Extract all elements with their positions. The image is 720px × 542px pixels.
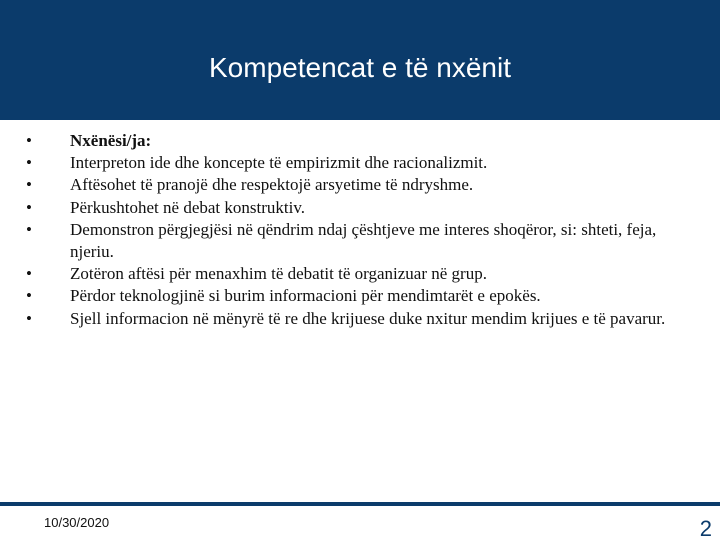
bullet-icon: • [26, 219, 32, 239]
list-item-text: Zotëron aftësi për menaxhim të debatit të organizuar në grup. [70, 264, 487, 284]
list-item-text: Sjell informacion në mënyrë të re dhe krijuese duke nxitur mendim krijues e të pavarur. [70, 308, 666, 328]
bullet-icon: • [26, 286, 32, 306]
list-item-text: Interpreton ide dhe koncepte të empirizmit dhe racionalizmit. [70, 153, 488, 173]
list-item [26, 263, 686, 285]
list-item [26, 130, 686, 152]
bullet-icon: • [26, 175, 32, 195]
list-item [26, 285, 686, 307]
bullet-icon: • [26, 308, 32, 328]
bullet-icon: • [26, 153, 32, 173]
list-item [26, 197, 686, 219]
slide-header [0, 0, 720, 120]
slide-date: 10/30/2020 [44, 515, 110, 530]
list-item-text: Përdor teknologjinë si burim informacioni për mendimtarët e epokës. [70, 286, 541, 306]
list-item-text: Përkushtohet në debat konstruktiv. [70, 197, 305, 217]
list-item-text: Nxënësi/ja: [70, 131, 152, 150]
bullet-icon: • [26, 197, 32, 217]
footer-divider [0, 502, 720, 506]
list-item-text: Demonstron përgjegjësi në qëndrim ndaj çështjeve me interes shoqëror, si: shteti, feja, njeriu. [70, 219, 657, 262]
list-item-text: Aftësohet të pranojë dhe respektojë arsyetime të ndryshme. [70, 175, 474, 195]
bullet-icon: • [26, 264, 32, 284]
bullet-icon: • [26, 131, 32, 150]
competencies-list [26, 130, 686, 330]
list-item [26, 308, 686, 330]
slide-title: Kompetencat e të nxënit [209, 52, 511, 83]
page-number: 2 [699, 516, 712, 541]
list-item [26, 219, 686, 263]
list-item [26, 174, 686, 196]
list-item [26, 152, 686, 174]
